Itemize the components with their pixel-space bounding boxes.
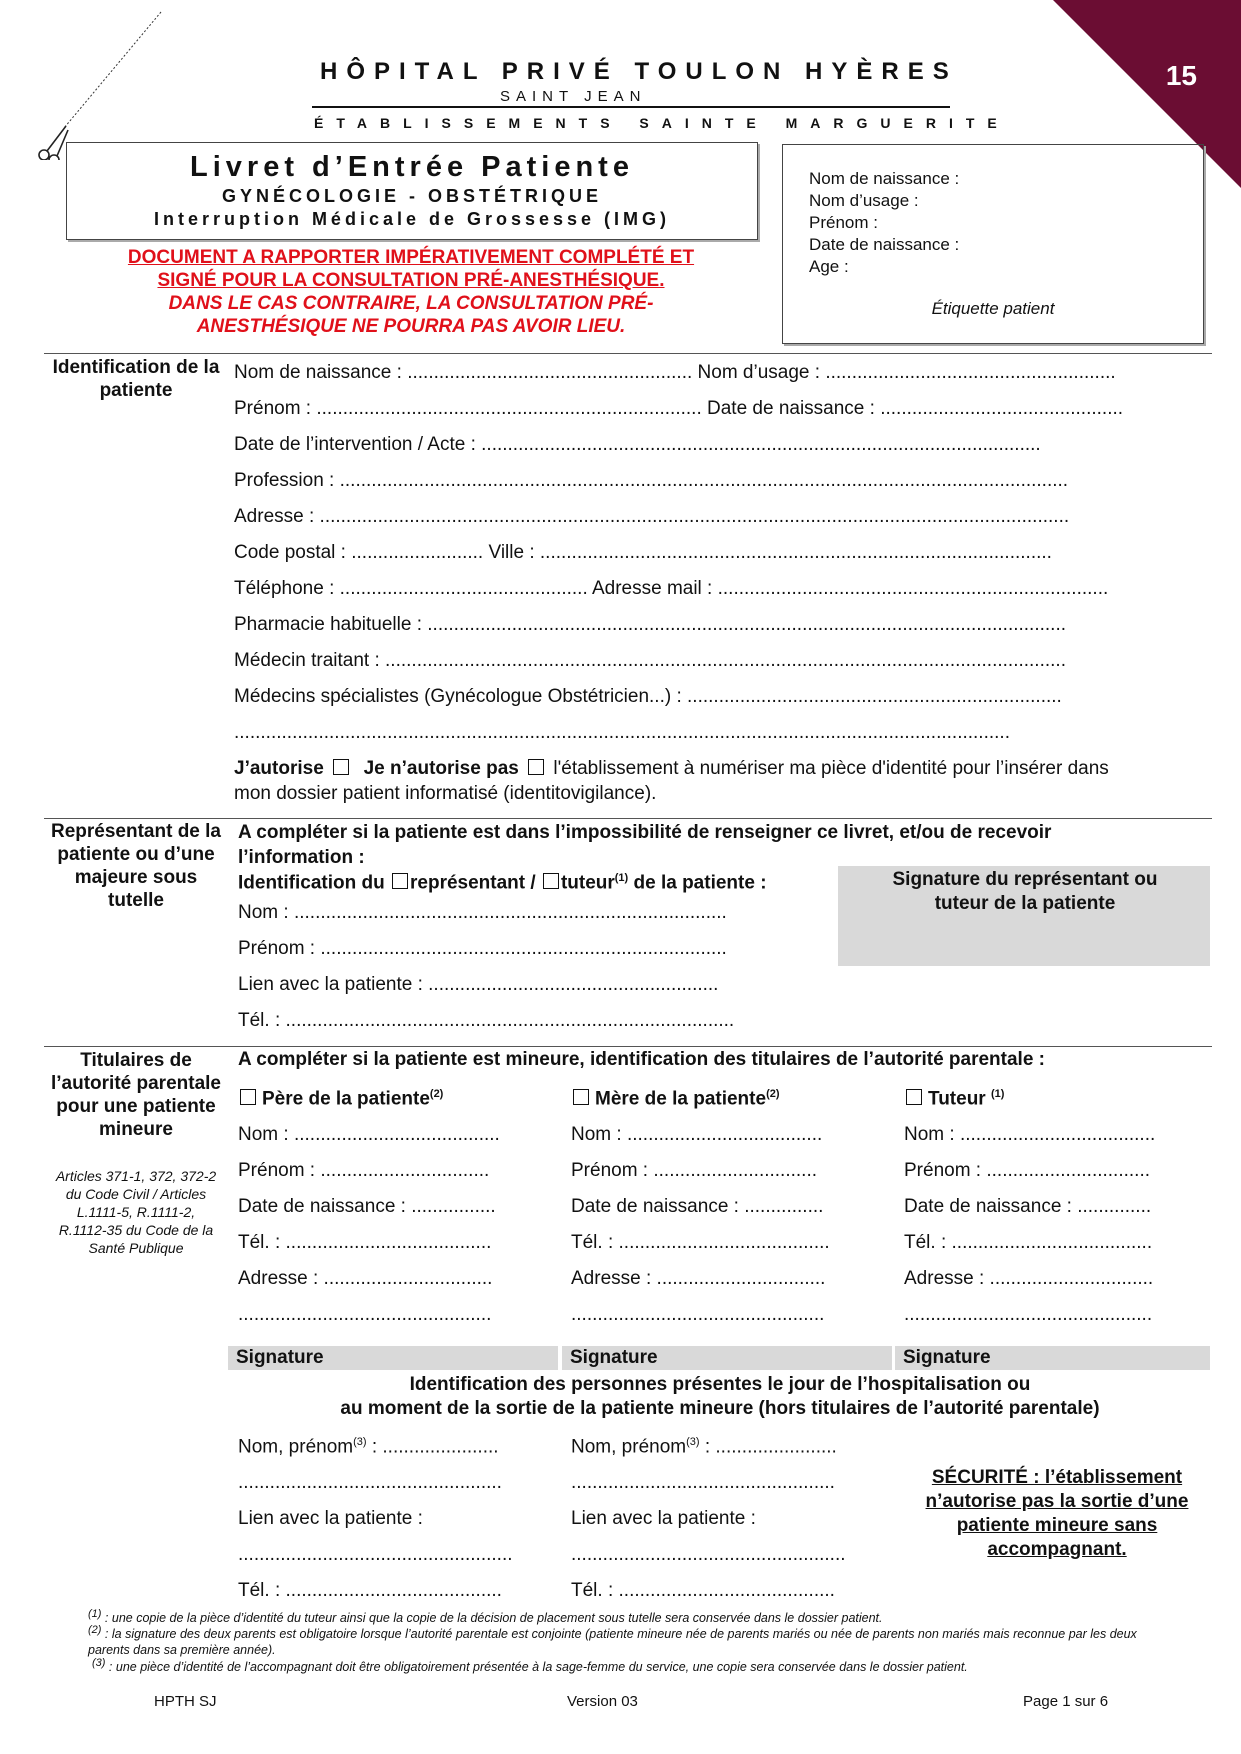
mother-address-cont[interactable]: ................................................ xyxy=(571,1304,825,1325)
mother-firstname[interactable]: Prénom : ............................... xyxy=(571,1160,818,1181)
mother-name[interactable]: Nom : ..................................... xyxy=(571,1124,823,1145)
tutor-sup: (1) xyxy=(990,1088,1005,1100)
section-divider xyxy=(44,818,1212,819)
mother-sup: (2) xyxy=(766,1088,780,1100)
warning-line-3: DANS LE CAS CONTRAIRE, LA CONSULTATION PRÉ- xyxy=(168,293,654,314)
ident-suffix: de la patiente : xyxy=(633,872,767,894)
father-signature-bar[interactable]: Signature xyxy=(228,1346,558,1370)
label-field: Age : xyxy=(809,257,849,276)
footnote-3-text: : une pièce d’identité de l’accompagnant doit être obligatoirement présentée à la sage-femme du service, une copie sera conservée dans le dossier patient. xyxy=(105,1660,968,1675)
tutor-address[interactable]: Adresse : ............................... xyxy=(904,1268,1154,1289)
document-subject: Interruption Médicale de Grossesse (IMG) xyxy=(153,209,671,229)
tutor-parent-checkbox[interactable] xyxy=(906,1089,922,1105)
tutor-phone[interactable]: Tél. : ...................................... xyxy=(904,1232,1153,1253)
representative-intro-1: A compléter si la patiente est dans l’impossibilité de renseigner ce livret, et/ou de recevoir xyxy=(238,822,1052,843)
authorize-checkbox[interactable] xyxy=(333,759,349,775)
footnote-2 xyxy=(88,1622,1168,1658)
not-authorize-checkbox[interactable] xyxy=(528,759,544,775)
footnote-2-text: : la signature des deux parents est obligatoire lorsque l’autorité parentale est conjointe (patiente mineure née de parents mariés ou née de parents non mariés mais reconnue par les deux parents dans sa première année). xyxy=(88,1627,1137,1658)
warning-notice xyxy=(66,246,756,338)
scissors-icon xyxy=(39,126,68,160)
person2-phone[interactable]: Tél. : ......................................... xyxy=(571,1580,835,1601)
section-label-representative: Représentant de la patiente ou d’une majeure sous tutelle xyxy=(51,821,221,911)
rep-field-firstname[interactable]: Prénom : ............................................................................. xyxy=(238,938,727,959)
not-authorize-label: Je n’autorise pas xyxy=(363,758,519,779)
rep-field-relation[interactable]: Lien avec la patiente : ....................................................... xyxy=(238,974,719,995)
ident-rep: représentant / xyxy=(410,872,536,894)
field-birth-name[interactable]: Nom de naissance : ...................................................... Nom d’usage : ....................................................... xyxy=(234,362,1116,383)
title-box xyxy=(66,142,758,240)
authorize-label: J’autorise xyxy=(234,758,324,779)
field-profession[interactable]: Profession : .......................................................................................................................................... xyxy=(234,470,1069,491)
footnote-1-num: (1) xyxy=(88,1608,102,1620)
person1-name-cont[interactable]: .................................................. xyxy=(238,1472,502,1493)
representative-signature-label: Signature du représentant ou tuteur de la patiente xyxy=(892,869,1158,914)
field-first-name[interactable]: Prénom : ......................................................................... Date de naissance : .............................................. xyxy=(234,398,1124,419)
ident-prefix: Identification du xyxy=(238,872,385,894)
label-field: Prénom : xyxy=(809,213,878,232)
footer-page: Page 1 sur 6 xyxy=(1023,1693,1109,1710)
header-divider xyxy=(312,106,950,108)
person1-relation: Lien avec la patiente : xyxy=(238,1508,423,1529)
establishment-name: ÉTABLISSEMENTS SAINTE MARGUERITE xyxy=(314,115,1010,131)
section-divider xyxy=(44,1046,1212,1047)
footer-left: HPTH SJ xyxy=(154,1693,217,1710)
footnote-1-text: : une copie de la pièce d’identité du tuteur ainsi que la copie de la décision de placement sous tutelle sera conservée dans le dossier patient. xyxy=(101,1611,883,1626)
person2-name[interactable] xyxy=(571,1436,837,1458)
father-birthdate[interactable]: Date de naissance : ................ xyxy=(238,1196,496,1217)
persons-present-title-2: au moment de la sortie de la patiente mineure (hors titulaires de l’autorité parentale) xyxy=(340,1398,1100,1419)
person1-sup: (3) xyxy=(353,1436,367,1448)
footnote-2-num: (2) xyxy=(88,1624,102,1636)
ident-tut: tuteur xyxy=(560,872,615,894)
consent-text: l'établissement à numériser ma pièce d'identité pour l’insérer dans xyxy=(553,758,1109,779)
ident-sup: (1) xyxy=(614,872,629,884)
representative-intro xyxy=(238,820,1212,870)
field-specialists[interactable]: Médecins spécialistes (Gynécologue Obstétricien...) : ....................................................................... xyxy=(234,686,1062,707)
persons-present-title xyxy=(230,1373,1210,1421)
mother-birthdate[interactable]: Date de naissance : ............... xyxy=(571,1196,824,1217)
warning-line-1: DOCUMENT A RAPPORTER IMPÉRATIVEMENT COMPLÉTÉ ET xyxy=(127,247,695,268)
rep-field-name[interactable]: Nom : .................................................................................. xyxy=(238,902,727,923)
mother-heading xyxy=(571,1088,780,1110)
tutor-checkbox[interactable] xyxy=(543,873,559,889)
person2-sup: (3) xyxy=(686,1436,700,1448)
tutor-birthdate[interactable]: Date de naissance : .............. xyxy=(904,1196,1152,1217)
footnote-3-num: (3) xyxy=(92,1657,106,1669)
father-address-cont[interactable]: ................................................ xyxy=(238,1304,492,1325)
rep-field-phone[interactable]: Tél. : ..................................................................................... xyxy=(238,1010,735,1031)
representative-checkbox[interactable] xyxy=(392,873,408,889)
security-notice: SÉCURITÉ : l’établissement n’autorise pas la sortie d’une patiente mineure sans accompagnant. xyxy=(925,1467,1189,1560)
hospital-subtitle: SAINT JEAN xyxy=(500,88,647,105)
parental-legal-note: Articles 371-1, 372, 372-2 du Code Civil / Articles L.1111-5, R.1111-2, R.1112-35 du Code de la Santé Publique xyxy=(55,1168,217,1256)
father-name[interactable]: Nom : ....................................... xyxy=(238,1124,500,1145)
mother-address[interactable]: Adresse : ................................ xyxy=(571,1268,826,1289)
person2-name-label: Nom, prénom xyxy=(571,1436,687,1458)
person1-name[interactable] xyxy=(238,1436,499,1458)
label-field: Nom d’usage : xyxy=(809,191,919,210)
section-label-identification: Identification de la patiente xyxy=(52,357,220,401)
mother-checkbox[interactable] xyxy=(573,1089,589,1105)
warning-line-4: ANESTHÉSIQUE NE POURRA PAS AVOIR LIEU. xyxy=(196,316,626,337)
person2-relation-dots[interactable]: .................................................... xyxy=(571,1544,846,1565)
father-firstname[interactable]: Prénom : ................................ xyxy=(238,1160,490,1181)
person2-relation: Lien avec la patiente : xyxy=(571,1508,756,1529)
father-heading-text: Père de la patiente xyxy=(262,1088,430,1110)
section-label-parental: Titulaires de l’autorité parentale pour une patiente mineure xyxy=(51,1050,221,1140)
representative-ident-line xyxy=(238,872,767,894)
person1-name-label: Nom, prénom xyxy=(238,1436,354,1458)
hospital-name: HÔPITAL PRIVÉ TOULON HYÈRES xyxy=(320,58,958,85)
tutor-name[interactable]: Nom : ..................................... xyxy=(904,1124,1156,1145)
person2-name-dots: : ....................... xyxy=(699,1436,837,1458)
warning-line-2: SIGNÉ POUR LA CONSULTATION PRÉ-ANESTHÉSIQUE. xyxy=(157,270,665,291)
tutor-heading-text: Tuteur xyxy=(928,1088,986,1110)
father-address[interactable]: Adresse : ................................ xyxy=(238,1268,493,1289)
tutor-firstname[interactable]: Prénom : ............................... xyxy=(904,1160,1151,1181)
label-field: Date de naissance : xyxy=(809,235,960,254)
persons-present-title-1: Identification des personnes présentes le jour de l’hospitalisation ou xyxy=(409,1374,1031,1395)
parental-intro: A compléter si la patiente est mineure, identification des titulaires de l’autorité parentale : xyxy=(238,1049,1045,1070)
section-divider xyxy=(44,353,1212,354)
consent-text-2: mon dossier patient informatisé (identitovigilance). xyxy=(234,783,657,804)
mother-heading-text: Mère de la patiente xyxy=(595,1088,767,1110)
person1-name-dots: : ...................... xyxy=(366,1436,499,1458)
person1-phone[interactable]: Tél. : ......................................... xyxy=(238,1580,502,1601)
footnote-3 xyxy=(92,1655,1172,1675)
father-sup: (2) xyxy=(429,1088,444,1100)
representative-intro-2: l’information : xyxy=(238,847,365,868)
document-specialty: GYNÉCOLOGIE - OBSTÉTRIQUE xyxy=(221,186,603,206)
person2-name-cont[interactable]: .................................................. xyxy=(571,1472,835,1493)
field-pharmacy[interactable]: Pharmacie habituelle : ......................................................................................................................... xyxy=(234,614,1067,635)
label-field: Nom de naissance : xyxy=(809,169,960,188)
label-caption: Étiquette patient xyxy=(931,299,1055,318)
father-heading xyxy=(238,1088,443,1110)
father-checkbox[interactable] xyxy=(240,1089,256,1105)
field-phone-email[interactable]: Téléphone : ............................................... Adresse mail : .......................................................................... xyxy=(234,578,1109,599)
scissors-cut-line xyxy=(36,10,166,160)
field-doctor[interactable]: Médecin traitant : ................................................................................................................................. xyxy=(234,650,1066,671)
tutor-heading xyxy=(904,1088,1004,1110)
field-postal-city[interactable]: Code postal : ......................... Ville : ................................................................................................. xyxy=(234,542,1052,563)
footer-version: Version 03 xyxy=(567,1693,638,1710)
field-specialists-cont[interactable]: ................................................................................................................................................... xyxy=(234,722,1010,743)
person1-relation-dots[interactable]: .................................................... xyxy=(238,1544,513,1565)
father-phone[interactable]: Tél. : ....................................... xyxy=(238,1232,492,1253)
field-intervention-date[interactable]: Date de l’intervention / Acte : .......................................................................................................... xyxy=(234,434,1041,455)
document-title: Livret d’Entrée Patiente xyxy=(190,151,634,183)
tutor-signature-bar[interactable]: Signature xyxy=(895,1346,1210,1370)
mother-phone[interactable]: Tél. : ........................................ xyxy=(571,1232,830,1253)
page-number-badge: 15 xyxy=(1165,60,1197,91)
field-address[interactable]: Adresse : .............................................................................................................................................. xyxy=(234,506,1070,527)
mother-signature-bar[interactable]: Signature xyxy=(562,1346,892,1370)
tutor-address-cont[interactable]: ............................................... xyxy=(904,1304,1153,1325)
consent-paragraph xyxy=(234,756,1212,806)
patient-label-box xyxy=(782,144,1204,344)
